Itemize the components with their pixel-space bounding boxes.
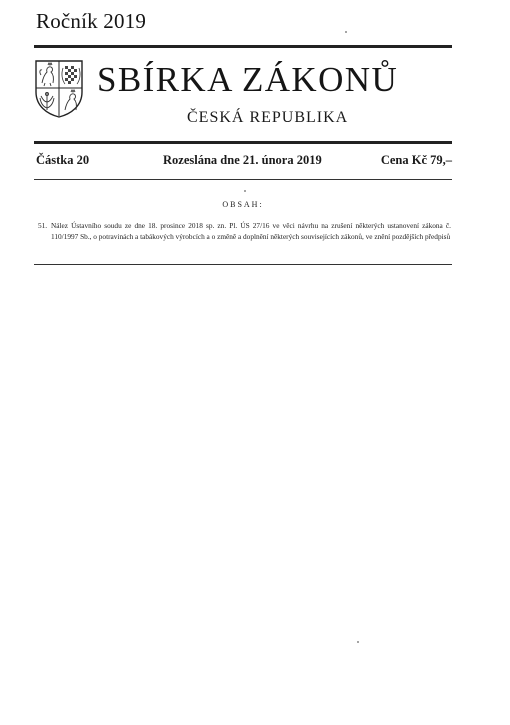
scan-speck bbox=[357, 641, 359, 643]
czech-coat-of-arms-icon bbox=[35, 60, 83, 118]
contents-item-number: 51. bbox=[38, 221, 48, 230]
info-divider bbox=[34, 179, 452, 180]
top-thick-rule bbox=[34, 45, 452, 48]
contents-item-text: Nález Ústavního soudu ze dne 18. prosince 2018 sp. zn. Pl. ÚS 27/16 ve věci návrhu na zrušení některých ustanovení zákona č. 110/1997 Sb., o potravinách a tabákových výrobcích a o změně a doplnění některých souvisejících zákonů, ve znění pozdějších předpisů bbox=[51, 221, 451, 241]
issue-part: Částka 20 bbox=[36, 153, 90, 167]
middle-thick-rule bbox=[34, 141, 452, 144]
scan-speck bbox=[244, 190, 246, 192]
contents-heading: OBSAH: bbox=[222, 200, 264, 209]
contents-divider bbox=[34, 264, 452, 265]
volume-label: Ročník 2019 bbox=[36, 9, 147, 33]
issue-price: Cena Kč 79,– bbox=[380, 153, 452, 167]
issue-distribution-date: Rozeslána dne 21. února 2019 bbox=[163, 153, 322, 167]
publication-title: SBÍRKA ZÁKONŮ bbox=[97, 60, 399, 99]
scan-speck bbox=[345, 31, 347, 33]
publication-subtitle: ČESKÁ REPUBLIKA bbox=[187, 109, 349, 126]
